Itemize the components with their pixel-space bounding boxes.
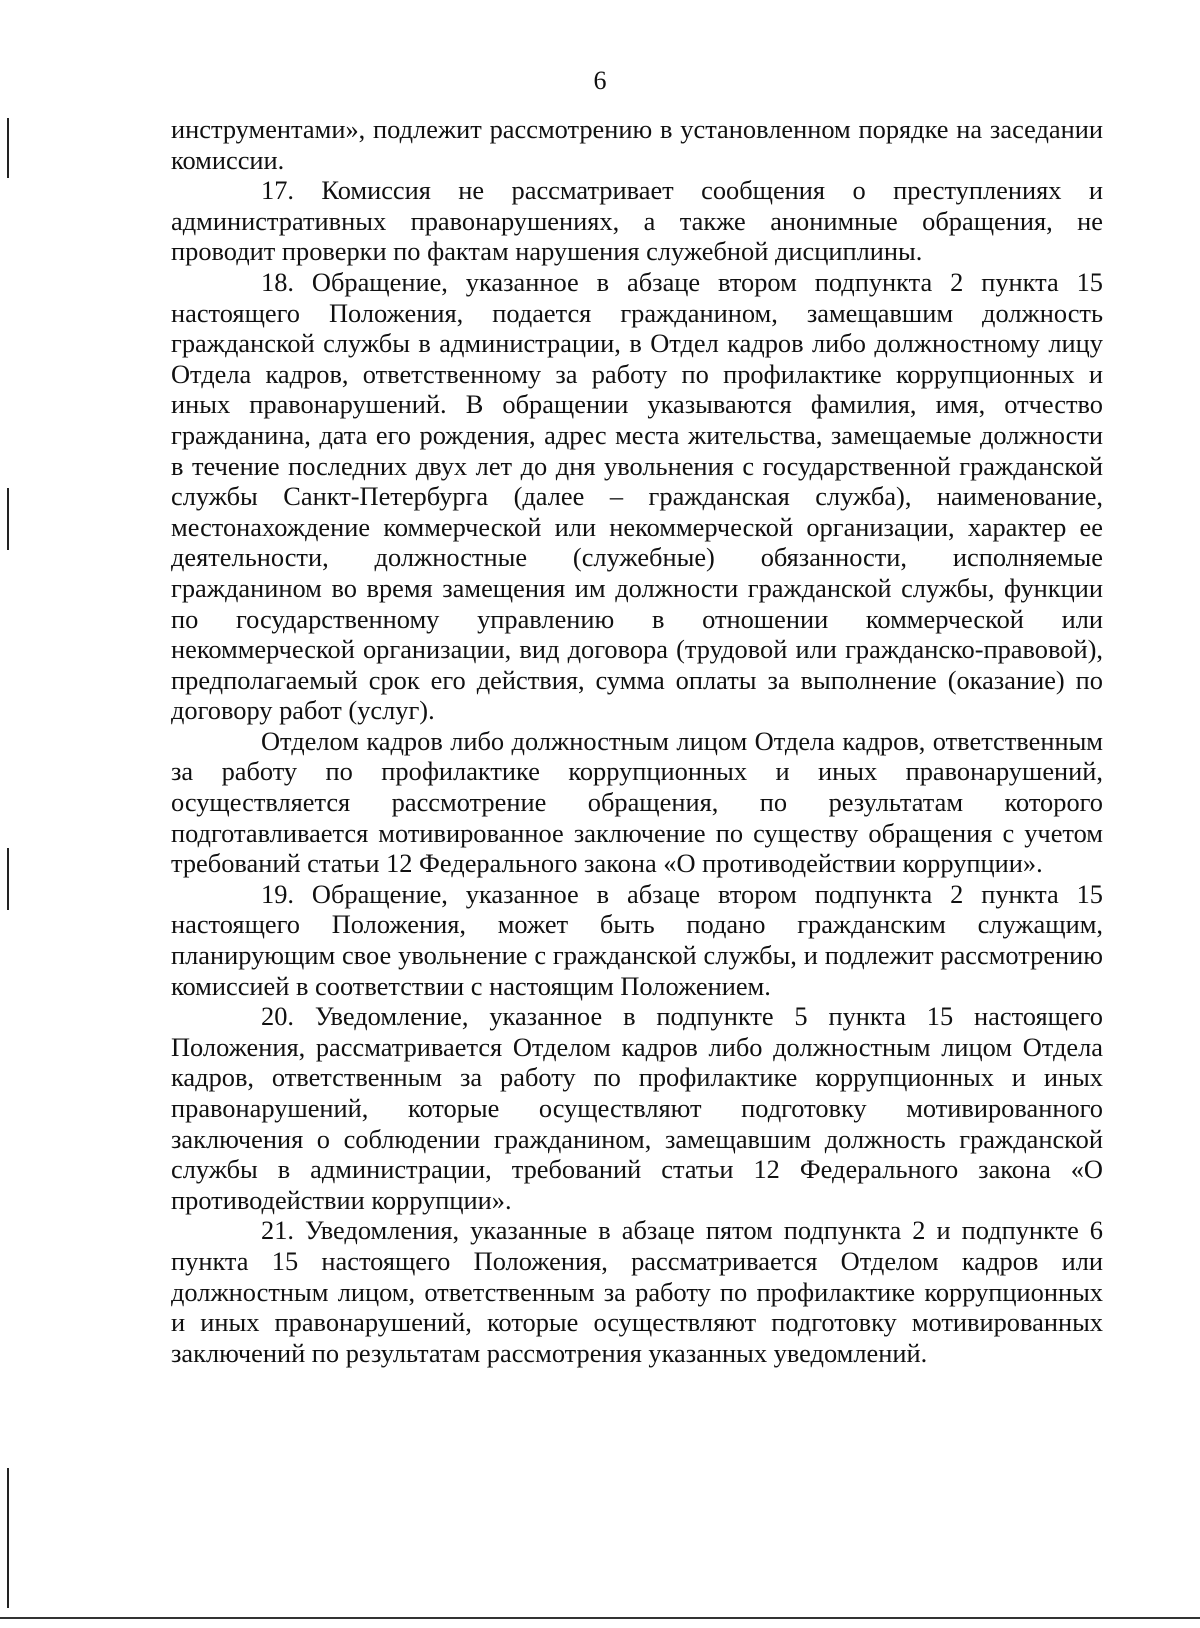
paragraph-item-17: 17. Комиссия не рассматривает сообщения о преступлениях и административных правонарушениях, а также анонимные обращения, не проводит проверки по фактам нарушения служебной дисциплины. — [171, 175, 1103, 267]
paragraph-item-21: 21. Уведомления, указанные в абзаце пятом подпункта 2 и подпункте 6 пункта 15 настоящего Положения, рассматривается Отделом кадров или должностным лицом, ответственным за работу по профилактике коррупционных и иных правонарушений, которые осуществляют подготовку мотивированных заключений по результатам рассмотрения указанных уведомлений. — [171, 1215, 1103, 1368]
page-number: 6 — [593, 66, 607, 95]
paragraph-item-18-continued: Отделом кадров либо должностным лицом Отдела кадров, ответственным за работу по профилактике коррупционных и иных правонарушений, осуществляется рассмотрение обращения, по результатам которого подготавливается мотивированное заключение по существу обращения с учетом требований статьи 12 Федерального закона «О противодействии коррупции». — [171, 725, 1103, 879]
paragraph-continuation: инструментами», подлежит рассмотрению в установленном порядке на заседании комиссии. — [171, 114, 1103, 175]
scan-bottom-edge — [0, 1617, 1200, 1619]
paragraph-item-18: 18. Обращение, указанное в абзаце втором подпункта 2 пункта 15 настоящего Положения, подается гражданином, замещавшим должность гражданской службы в администрации, в Отдел кадров либо должностному лицу Отдела кадров, ответственному за работу по профилактике коррупционных и иных правонарушений. В обращении указываются фамилия, имя, отчество гражданина, дата его рождения, адрес места жительства, замещаемые должности в течение последних двух лет до дня увольнения с государственной гражданской службы Санкт-Петербурга (далее – гражданская служба), наименование, местонахождение коммерческой или некоммерческой организации, характер ее деятельности, должностные (служебные) обязанности, исполняемые гражданином во время замещения им должности гражданской службы, функции по государственному управлению в отношении коммерческой или некоммерческой организации, вид договора (трудовой или гражданско-правовой), предполагаемый срок его действия, сумма оплаты за выполнение (оказание) по договору работ (услуг). — [171, 266, 1103, 726]
scan-edge-mark — [7, 118, 9, 178]
paragraph-item-20: 20. Уведомление, указанное в подпункте 5 пункта 15 настоящего Положения, рассматривается Отделом кадров либо должностным лицом Отдела кадров, ответственным за работу по профилактике коррупционных и иных правонарушений, которые осуществляют подготовку мотивированного заключения о соблюдении гражданином, замещавшим должность гражданской службы в администрации, требований статьи 12 Федерального закона «О противодействии коррупции». — [171, 1001, 1103, 1215]
scan-edge-mark — [7, 488, 9, 550]
scan-edge-mark — [7, 1468, 9, 1608]
document-body — [171, 114, 1103, 1368]
paragraph-item-19: 19. Обращение, указанное в абзаце втором подпункта 2 пункта 15 настоящего Положения, может быть подано гражданским служащим, планирующим свое увольнение с гражданской службы, и подлежит рассмотрению комиссией в соответствии с настоящим Положением. — [171, 878, 1103, 1001]
scan-edge-mark — [7, 848, 9, 910]
